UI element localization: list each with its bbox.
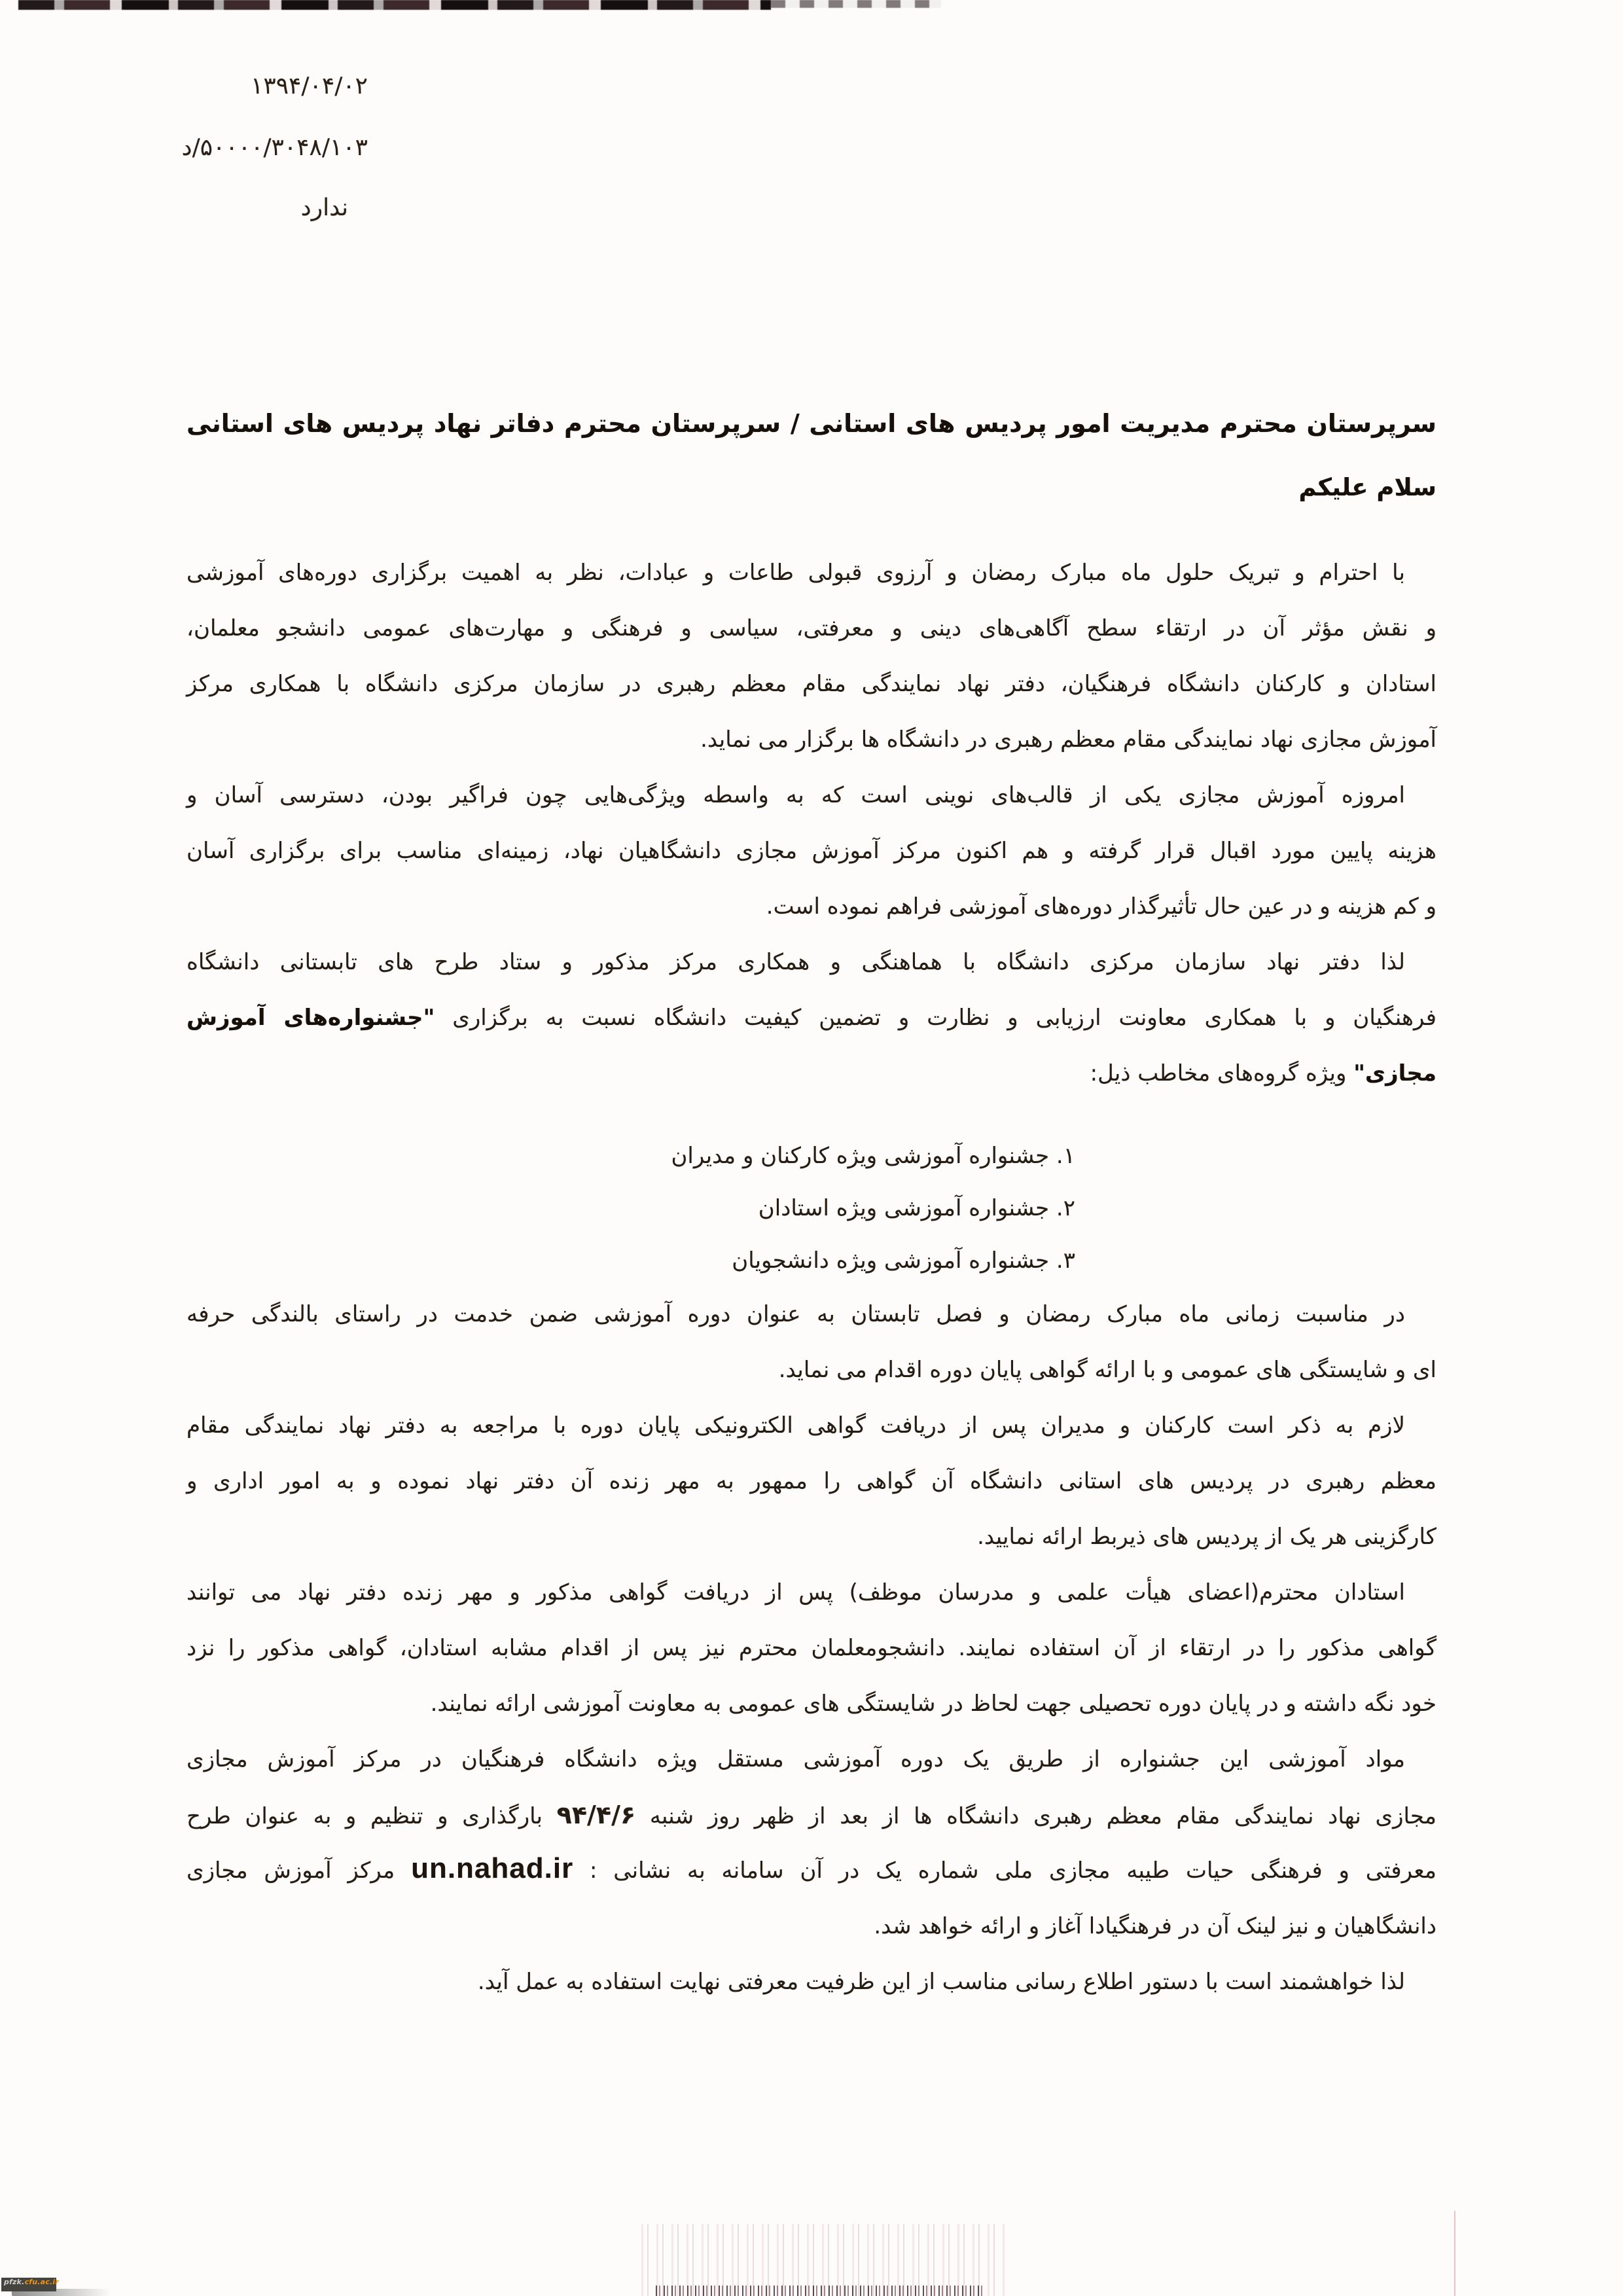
text-segment-bold: مجازی"	[1353, 1060, 1436, 1086]
text-segment: هزینه پایین مورد اقبال قرار گرفته و هم اکنون مرکز آموزش مجازی دانشگاهیان نهاد، زمینه‌ای مناسب برای برگزاری آسان	[187, 838, 1436, 864]
text-segment: بارگذاری و تنظیم و به عنوان طرح	[187, 1803, 557, 1829]
body-line	[187, 768, 1436, 823]
text-segment: گواهی مذکور را در ارتقاء از آن استفاده نمایند. دانشجومعلمان محترم نیز پس از اقدام مشابه استادان، گواهی مذکور را نزد	[187, 1635, 1436, 1661]
text-segment: در مناسبت زمانی ماه مبارک رمضان و فصل تابستان به عنوان دوره آموزشی ضمن خدمت در راستای بالندگی حرفه	[187, 1301, 1405, 1327]
scan-artifact-top-strip	[18, 0, 771, 10]
text-segment: معرفتی و فرهنگی حیات طیبه مجازی ملی شماره یک در آن سامانه به نشانی :	[573, 1857, 1436, 1884]
scan-artifact-bottom-speckles	[656, 2286, 983, 2296]
text-segment: لذا خواهشمند است با دستور اطلاع رسانی مناسب از این ظرفیت معرفتی نهایت استفاده به عمل آید.	[477, 1969, 1405, 1995]
letter-recipients-title: سرپرستان محترم مدیریت امور پردیس های استانی / سرپرستان محترم دفاتر نهاد پردیس های استانی	[187, 409, 1436, 438]
body-line	[187, 1398, 1436, 1454]
text-segment: فرهنگیان و با همکاری معاونت ارزیابی و نظارت و تضمین کیفیت دانشگاه نسبت به برگزاری	[435, 1005, 1436, 1031]
body-line	[187, 823, 1436, 879]
text-segment-embold: ۹۴/۴/۶	[556, 1801, 636, 1829]
body-line	[187, 1676, 1436, 1732]
body-line	[187, 1954, 1436, 2010]
text-segment: ویژه گروه‌های مخاطب ذیل:	[1090, 1060, 1354, 1086]
text-segment: ۲. جشنواره آموزشی ویژه استادان	[758, 1195, 1075, 1221]
body-line	[187, 545, 1436, 601]
body-lines	[187, 545, 1436, 2010]
text-segment: مرکز آموزش مجازی	[187, 1857, 412, 1884]
letter-number: ۵۰۰۰۰/۳۰۴۸/۱۰۳/د	[181, 134, 368, 161]
scan-artifact-right-line	[1454, 2211, 1455, 2296]
text-segment: لذا دفتر نهاد سازمان مرکزی دانشگاه با هماهنگی و همکاری مرکز مذکور و ستاد طرح های تابستانی دانشگاه	[187, 949, 1405, 975]
body-line	[187, 1565, 1436, 1621]
body-line	[187, 1182, 1436, 1234]
text-segment: استادان و کارکنان دانشگاه فرهنگیان، دفتر نهاد نمایندگی مقام معظم رهبری در سازمان مرکزی دانشگاه با همکاری مرکز	[187, 671, 1436, 697]
text-segment-bold: "جشنواره‌های آموزش	[187, 1005, 435, 1031]
body-line	[187, 879, 1436, 935]
text-segment: خود نگه داشته و در پایان دوره تحصیلی جهت لحاظ در شایستگی های عمومی به معاونت آموزشی ارائه نمایند.	[430, 1691, 1436, 1717]
text-segment: آموزش مجازی نهاد نمایندگی مقام معظم رهبری در دانشگاه ها برگزار می نماید.	[700, 726, 1436, 753]
text-segment: ۳. جشنواره آموزشی ویژه دانشجویان	[732, 1247, 1075, 1274]
body-line	[187, 712, 1436, 768]
body-line	[187, 1899, 1436, 1954]
text-segment: لازم به ذکر است کارکنان و مدیران پس از دریافت گواهی الکترونیکی پایان دوره با مراجعه به دفتر نهاد نمایندگی مقام	[187, 1412, 1405, 1439]
text-segment: با احترام و تبریک حلول ماه مبارک رمضان و آرزوی قبولی طاعات و عبادات، نظر به اهمیت برگزاری دوره‌های آموزشی	[187, 560, 1405, 586]
body-line	[187, 601, 1436, 656]
scan-artifact-top-strip-tail	[771, 0, 941, 8]
watermark-domain: cfu.ac.ir	[24, 2278, 59, 2286]
site-watermark	[1, 2278, 59, 2291]
text-segment: و کم هزینه و در عین حال تأثیرگذار دوره‌های آموزشی فراهم نموده است.	[766, 893, 1436, 920]
text-segment: و نقش مؤثر آن در ارتقاء سطح آگاهی‌های دینی و معرفتی، سیاسی و فرهنگی و مهارت‌های عمومی دانشجو معلمان،	[187, 615, 1436, 641]
body-line	[187, 1342, 1436, 1398]
body-line	[187, 1509, 1436, 1565]
body-line	[187, 1046, 1436, 1102]
body-line	[187, 1621, 1436, 1676]
text-segment: ای و شایستگی های عمومی و با ارائه گواهی پایان دوره اقدام می نماید.	[778, 1357, 1436, 1383]
body-line	[187, 1234, 1436, 1287]
text-segment: ۱. جشنواره آموزشی ویژه کارکنان و مدیران	[671, 1143, 1075, 1169]
body-line	[187, 1287, 1436, 1342]
body-line	[187, 1787, 1436, 1843]
watermark-prefix: pfzk.	[4, 2278, 25, 2286]
body-line	[187, 656, 1436, 712]
text-segment: مواد آموزشی این جشنواره از طریق یک دوره آموزشی مستقل ویژه دانشگاه فرهنگیان در مرکز آموزش مجازی	[187, 1746, 1405, 1772]
text-segment: کارگزینی هر یک از پردیس های ذیربط ارائه نمایید.	[977, 1524, 1436, 1550]
text-segment-latin: un.nahad.ir	[411, 1852, 574, 1884]
body-line	[187, 1454, 1436, 1509]
body-line	[187, 1732, 1436, 1787]
body-line	[187, 1843, 1436, 1899]
letter-salutation: سلام علیکم	[1298, 473, 1436, 501]
letter-date: ۱۳۹۴/۰۴/۰۲	[251, 73, 368, 99]
body-line	[187, 1130, 1436, 1182]
text-segment: دانشگاهیان و نیز لینک آن در فرهنگیادا آغاز و ارائه خواهد شد.	[874, 1913, 1436, 1939]
body-line	[187, 935, 1436, 990]
text-segment: مجازی نهاد نمایندگی مقام معظم رهبری دانشگاه ها از بعد از ظهر روز شنبه	[635, 1803, 1437, 1829]
body-line	[187, 990, 1436, 1046]
letter-attachment: ندارد	[300, 194, 348, 221]
text-segment: استادان محترم(اعضای هیأت علمی و مدرسان موظف) پس از دریافت گواهی مذکور و مهر زنده دفتر نهاد می توانند	[187, 1579, 1405, 1605]
text-segment: معظم رهبری در پردیس های استانی دانشگاه آن گواهی را ممهور به مهر زنده آن دفتر نهاد نموده و به امور اداری و	[187, 1468, 1436, 1494]
text-segment: امروزه آموزش مجازی یکی از قالب‌های نوینی است که به واسطه ویژگی‌هایی چون فراگیر بودن، دسترسی آسان و	[187, 782, 1405, 808]
